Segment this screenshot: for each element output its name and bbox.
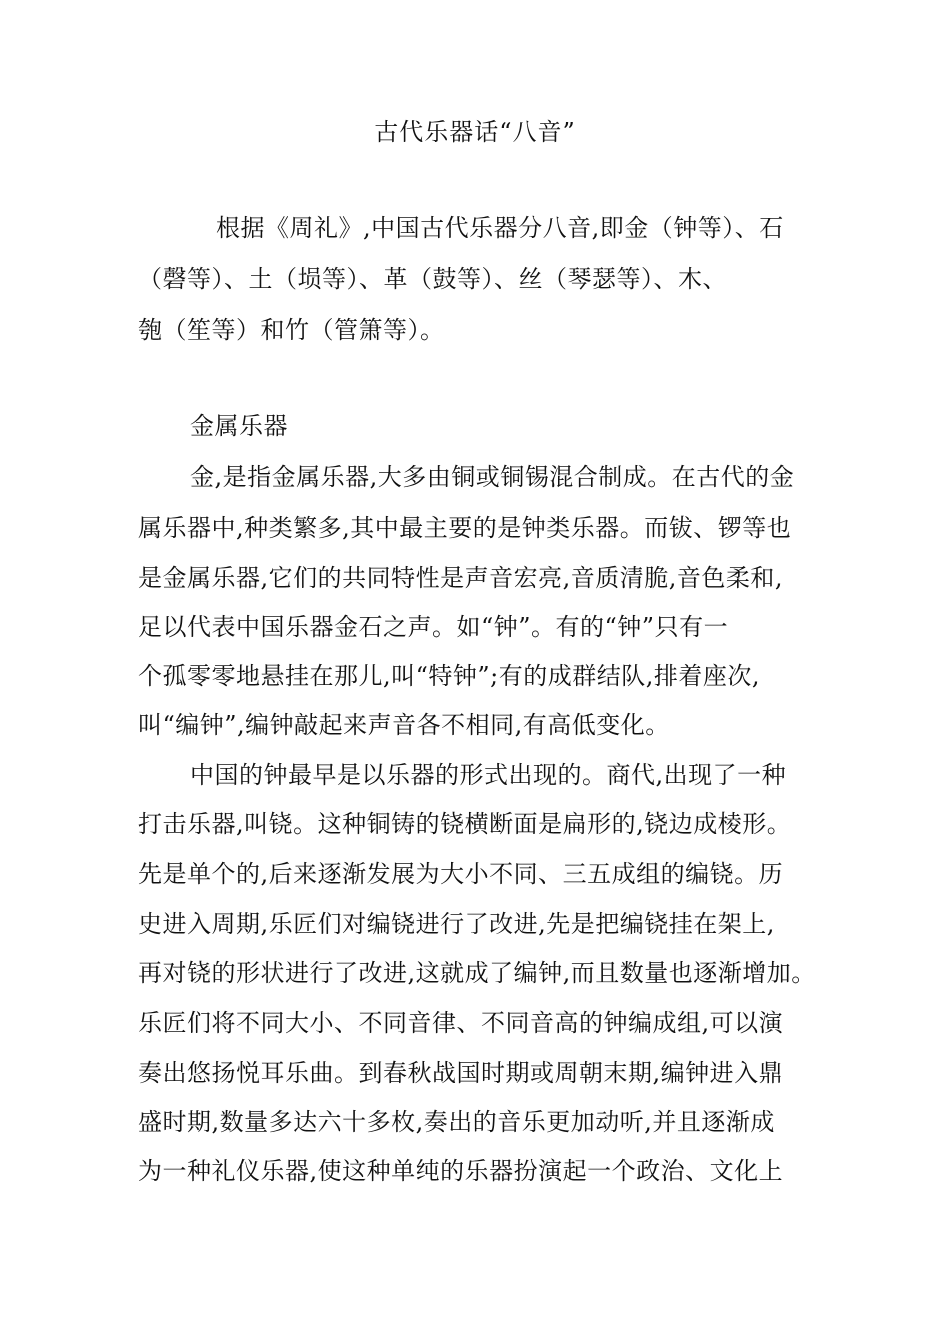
paragraph1-line-3: 是金属乐器,它们的共同特性是声音宏亮,音质清脆,音色柔和, [138,564,784,592]
paragraph1-line-2: 属乐器中,种类繁多,其中最主要的是钟类乐器。而钹、锣等也 [138,514,792,542]
intro-line-3: 匏（笙等）和竹（管箫等）。 [138,316,445,344]
paragraph2-line-3: 先是单个的,后来逐渐发展为大小不同、三五成组的编铙。历 [138,860,784,888]
paragraph2-line-6: 乐匠们将不同大小、不同音律、不同音高的钟编成组,可以演 [138,1009,784,1037]
section-heading: 金属乐器 [190,412,288,440]
paragraph2-line-8: 盛时期,数量多达六十多枚,奏出的音乐更加动听,并且逐渐成 [138,1108,775,1136]
paragraph1-line-5: 个孤零零地悬挂在那儿,叫“特钟”;有的成群结队,排着座次, [138,662,761,690]
paragraph2-line-1: 中国的钟最早是以乐器的形式出现的。商代,出现了一种 [190,761,787,789]
paragraph1-line-1: 金,是指金属乐器,大多由铜或铜锡混合制成。在古代的金 [190,463,795,491]
page-title: 古代乐器话“八音” [374,118,576,146]
paragraph2-line-2: 打击乐器,叫铙。这种铜铸的铙横断面是扁形的,铙边成棱形。 [138,810,792,838]
paragraph2-line-9: 为一种礼仪乐器,使这种单纯的乐器扮演起一个政治、文化上 [138,1157,784,1185]
paragraph2-line-7: 奏出悠扬悦耳乐曲。到春秋战国时期或周朝末期,编钟进入鼎 [138,1059,784,1087]
intro-line-2: （磬等）、土（埙等）、革（鼓等）、丝（琴瑟等）、木、 [138,265,727,293]
paragraph1-line-6: 叫“编钟”,编钟敲起来声音各不相同,有高低变化。 [138,711,670,739]
paragraph2-line-5: 再对铙的形状进行了改进,这就成了编钟,而且数量也逐渐增加。 [138,959,816,987]
paragraph2-line-4: 史进入周期,乐匠们对编铙进行了改进,先是把编铙挂在架上, [138,910,775,938]
intro-line-1: 根据《周礼》,中国古代乐器分八音,即金（钟等）、石 [216,214,784,242]
paragraph1-line-4: 足以代表中国乐器金石之声。如“钟”。有的“钟”只有一 [138,613,729,641]
